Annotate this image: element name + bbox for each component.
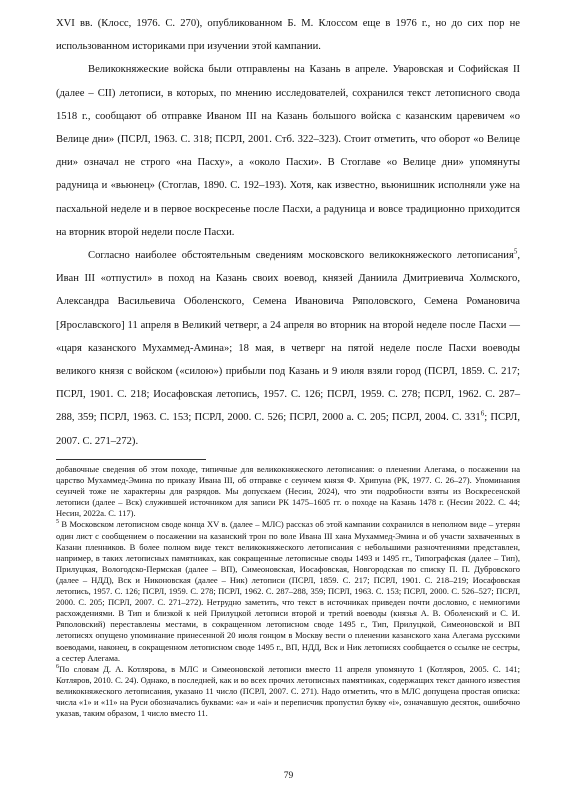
footnote-5 [56, 519, 520, 663]
footnote-ref-6[interactable]: 6 [480, 409, 485, 418]
footnote-6-mark: 6 [56, 663, 59, 670]
footnote-ref-5[interactable]: 5 [513, 247, 518, 256]
paragraph-3-part-b: , Иван III «отпустил» в поход на Казань своих воевод, князей Даниила Дмитриевича Холмского, Александра Васильевича Оболенского, Семена Ивановича Ряполовского, Семена Романовича [Ярославского] 11 апреля в Великий четверг, а 24 апреля во вторник на второй неделе после Пасхи — «царя казанского Мухаммед-Амина»; 18 мая, в четверг на пятой неделе после Пасхи воеводы великого князя с войском («силою») прибыли под Казань и 9 июля взяли город (ПСРЛ, 1859. С. 217; ПСРЛ, 1901. С. 218; Иосафовская летопись, 1957. С. 126; ПСРЛ, 1959. С. 278; ПСРЛ, 1962. С. 287–288, 359; ПСРЛ, 1963. С. 153; ПСРЛ, 2000. С. 526; ПСРЛ, 2000 а. С. 205; ПСРЛ, 2004. С. 331 [56, 250, 520, 424]
footnote-divider [56, 459, 206, 460]
main-text [56, 12, 520, 453]
page-number: 79 [283, 771, 294, 781]
paragraph-3-part-c: ; ПСРЛ, 2007. С. 271–272). [56, 412, 520, 447]
footnote-6 [56, 664, 520, 719]
footnote-continuation: добавочные сведения об этом походе, типичные для великокняжеского летописания: о пленении Алегама, о посажении на царство Мухаммед-Эмина по приказу Ивана III, об отправке с сеунчем князя Ф. Хрипуна (РК, 1977. С. 26–27). Упоминания сеунчей тоже не характерны для разрядов. Мы допускаем (Несин, 2024), что эти подробности взяты из Воскресенской летописи (далее – Вск) служившей источником для записи РК 1475–1605 гг. о походе на Казань 1478 г. (Несин 2022. С. 44; Несин, 2022а. С. 117). [56, 464, 520, 519]
paragraph-1: XVI вв. (Клосс, 1976. С. 270), опубликованном Б. М. Клоссом еще в 1976 г., но до сих пор не использованном историками при изучении этой кампании. [56, 18, 520, 53]
footnotes [56, 464, 520, 719]
footnote-5-text: В Московском летописном своде конца XV в. (далее – МЛС) рассказ об этой кампании сохранился в неполном виде – утерян один лист с сообщением о посажении на казанский трон по воле Ивана III хана Мухаммед-Эмина и об участи захваченных в Казани пленников. В более полном виде текст великокняжеского летописания с небольшими разночтениями представлен, например, в таких летописных памятниках, как сокращенные летописные своды 1493 и 1495 гг., Типографская (далее – Тип), Прилуцкая, Вологодско-Пермская (далее – ВП), Симеоновская, Иосафовская, Новгородская по списку П. П. Дубровского (далее – НДД), Вск и Никоновская (далее – Ник) летописи (ПСРЛ, 1859. С. 217; ПСРЛ, 1901. С. 218–219; Иосафовская летопись, 1957. С. 126; ПСРЛ, 1959. С. 278; ПСРЛ, 1962. С. 287–288, 359; ПСРЛ, 1963. С. 153; ПСРЛ, 2000. С. 526–527; ПСРЛ, 2000. С. 205; ПСРЛ, 2007. С. 271–272). Нетрудно заметить, что текст в источниках приведен почти дословно, с немногими расхождениями. В Тип и близкой к ней Прилуцкой летописи второй и третий воеводы (князья А. В. Оболенский и С. И. Ряполовский) переставлены местами, в сокращенном летописном своде 1495 г., Тип, Прилуцкой, Симеоновской и ВП летописях опущено упоминание принесенной 20 июля гонцом в Москву вести о пленении казанского хана Алегама русскими воеводами, наконец, в сокращенном летописном своде 1495 г., ВП, НДД, Вск и Ник летописях сообщается о ссылке не сестры, а сестер Алегама. [56, 519, 520, 663]
paragraph-2: Великокняжеские войска были отправлены на Казань в апреле. Уваровская и Софийская II (далее – СII) летописи, в которых, по мнению исследователей, сохранился текст летописного свода 1518 г., сообщают об отправке Иваном III на Казань большого войска с казанским царевичем «о Велице дни» (ПСРЛ, 1963. С. 318; ПСРЛ, 2001. Стб. 322–323). Стоит отметить, что оборот «о Велице дни» означал не строго «на Пасху», а «около Пасхи». В Стоглаве «о Велице дни» упомянуты радуница и «вьюнец» (Стоглав, 1890. С. 192–193). Хотя, как известно, вьюнишник исполняли уже на пасхальной неделе и в первое воскресенье после Пасхи, а радуница и вовсе традиционно приходится на вторник второй недели после Пасхи. [56, 64, 520, 238]
paragraph-3 [56, 244, 520, 453]
footnote-5-mark: 5 [56, 519, 59, 526]
footnote-6-text: По словам Д. А. Котлярова, в МЛС и Симеоновской летописи вместо 11 апреля упомянуто 1 (Котляров, 2005. С. 141; Котляров, 2010. С. 24). Однако, в последней, как и во всех прочих летописных памятниках, содержащих текст данного известия великокняжеского летописания, указано 11 число (ПСРЛ, 2007. С. 271). Надо отметить, что в МЛС допущена простая описка: числа «1» и «11» на Руси обозначались буквами: «а» и «аі» и переписчик пропустил букву «і», означавшую десяток, ошибочно указав, таким образом, 1 число вместо 11. [56, 663, 520, 719]
paragraph-3-part-a: Согласно наиболее обстоятельным сведениям московского великокняжеского летописания [88, 250, 514, 262]
